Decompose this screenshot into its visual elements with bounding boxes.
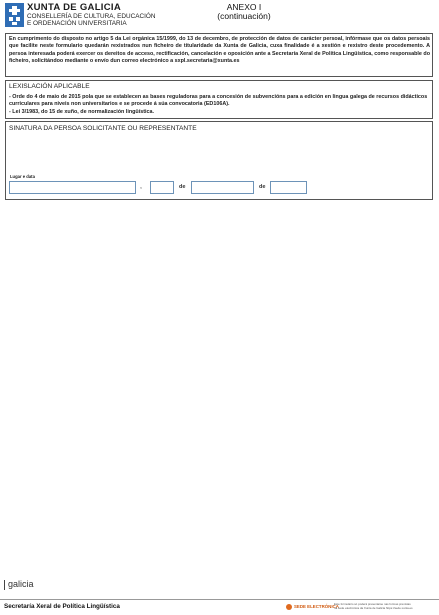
year-field[interactable] bbox=[270, 181, 307, 194]
month-field[interactable] bbox=[191, 181, 254, 194]
signature-title: SINATURA DA PERSOA SOLICITANTE OU REPRESENTANTE bbox=[9, 125, 197, 132]
day-field[interactable] bbox=[150, 181, 174, 194]
sede-electronica-label: SEDE ELECTRÓNICA bbox=[294, 604, 339, 609]
place-field[interactable] bbox=[9, 181, 136, 194]
de-separator: de bbox=[259, 184, 266, 190]
comma-separator: , bbox=[140, 183, 142, 190]
org-subtitle-line1: CONSELLERÍA DE CULTURA, EDUCACIÓN bbox=[27, 13, 156, 20]
sede-note-line2: na sede electrónica da Xunta de Galicia https://sede.xunta.es bbox=[334, 606, 413, 610]
org-subtitle-line2: E ORDENACIÓN UNIVERSITARIA bbox=[27, 20, 127, 27]
legislation-title: LEXISLACIÓN APLICABLE bbox=[9, 83, 90, 90]
org-title: XUNTA DE GALICIA bbox=[27, 2, 121, 13]
de-separator: de bbox=[179, 184, 186, 190]
legislation-item: - Orde do 4 de maio de 2015 pola que se establecen as bases reguladoras para a concesión de subvencións para a edición en lingua galega de recursos didácticos curriculares para niveis non universitarios e se procede á súa convocatoria (ED106A). bbox=[9, 94, 428, 108]
sede-electronica-icon bbox=[286, 604, 292, 610]
galicia-logo-text: galicia bbox=[8, 579, 34, 589]
annex-title: ANEXO I bbox=[226, 2, 262, 12]
footer-divider bbox=[0, 599, 439, 600]
privacy-notice-text: En cumprimento do disposto no artigo 5 da Lei orgánica 15/1999, do 13 de decembro, de protección de datos de carácter persoal, infórmase que os datos persoais que facilite neste formulario quedarán rexistrados nun ficheiro de titularidade da Xunta de Galicia, cuxa finalidade é a xestión e rexistro deste procedemento. A persoa interesada poderá exercer os dereitos de acceso, rectificación, cancelación e oposición ante a Secretaría Xeral de Política Lingüística, como responsable do ficheiro, solicitándoo mediante o envío dun correo electrónico a sxpl.secretaria@xunta.es bbox=[9, 36, 430, 65]
sede-note-line1: Este formulario só poderá presentarse nas formas previstas bbox=[334, 602, 411, 606]
place-date-label: Lugar e data bbox=[10, 174, 35, 179]
annex-subtitle: (continuación) bbox=[217, 11, 271, 21]
legislation-item: - Lei 3/1983, do 15 de xuño, de normalización lingüística. bbox=[9, 109, 154, 115]
footer-department: Secretaría Xeral de Política Lingüística bbox=[4, 603, 120, 610]
xunta-logo-icon bbox=[5, 3, 24, 27]
